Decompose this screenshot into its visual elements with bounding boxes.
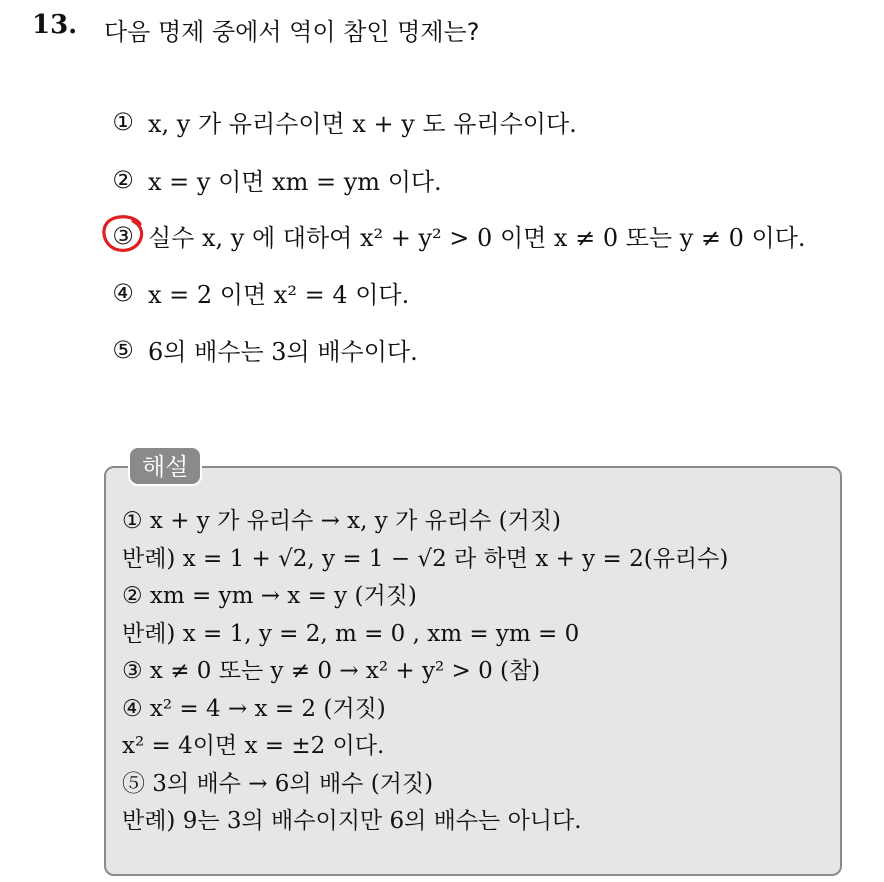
choice-mark: ③ xyxy=(112,221,134,250)
solution-line: ② xm = ym → x = y (거짓) xyxy=(122,583,417,609)
choice-mark: ① xyxy=(112,107,134,136)
solution-line: 반례) 9는 3의 배수이지만 6의 배수는 아니다. xyxy=(122,808,582,834)
choice-5[interactable] xyxy=(108,332,418,367)
choice-text: x, y 가 유리수이면 x + y 도 유리수이다. xyxy=(148,110,577,138)
choice-mark: ④ xyxy=(112,278,134,307)
choice-4[interactable] xyxy=(108,275,409,310)
solution-line: ④ x² = 4 → x = 2 (거짓) xyxy=(122,695,386,722)
choice-text: 6의 배수는 3의 배수이다. xyxy=(148,338,418,366)
solution-label: 해설 xyxy=(128,446,202,486)
question-number: 13. xyxy=(32,10,78,40)
choice-3[interactable] xyxy=(108,218,806,253)
choice-2[interactable] xyxy=(108,162,442,197)
solution-line: ① x + y 가 유리수 → x, y 가 유리수 (거짓) xyxy=(122,508,561,534)
choice-text: x = 2 이면 x² = 4 이다. xyxy=(148,281,410,309)
choice-mark: ② xyxy=(112,165,134,194)
solution-line: 반례) x = 1 + √2, y = 1 − √2 라 하면 x + y = 2(유리수) xyxy=(122,545,729,572)
solution-line: ③ x ≠ 0 또는 y ≠ 0 → x² + y² > 0 (참) xyxy=(122,658,541,684)
choice-1[interactable] xyxy=(108,104,577,139)
solution-line: 반례) x = 1, y = 2, m = 0 , xm = ym = 0 xyxy=(122,620,580,647)
solution-content xyxy=(122,503,832,841)
question-text: 다음 명제 중에서 역이 참인 명제는? xyxy=(104,18,480,46)
choice-text: 실수 x, y 에 대하여 x² + y² > 0 이면 x ≠ 0 또는 y ≠ 0 이다. xyxy=(148,224,806,252)
choice-text: x = y 이면 xm = ym 이다. xyxy=(148,168,442,196)
answer-circle-icon xyxy=(100,212,146,254)
solution-line: x² = 4이면 x = ±2 이다. xyxy=(122,733,385,759)
choice-mark: ⑤ xyxy=(112,335,134,364)
solution-line: ⑤ 3의 배수 → 6의 배수 (거짓) xyxy=(122,770,434,797)
